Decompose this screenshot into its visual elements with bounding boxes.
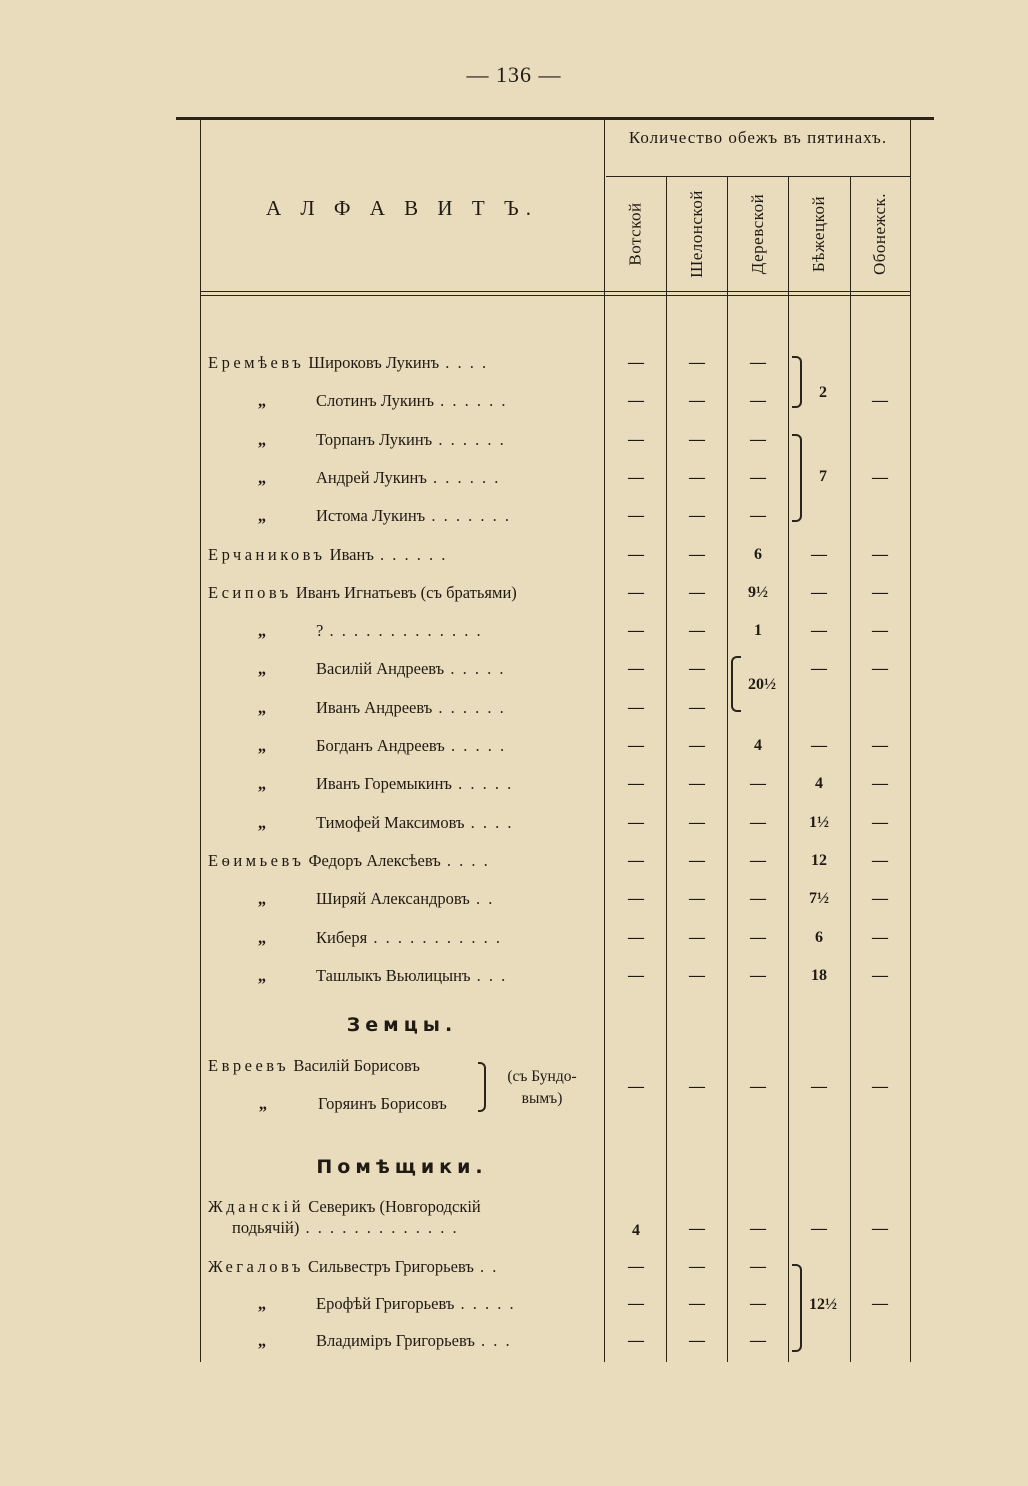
table-top-rule	[176, 117, 934, 120]
section-title-pomeshchiki: Помѣщики.	[316, 1156, 488, 1178]
row-cell-2: 9½	[748, 583, 768, 601]
row-surname: Ерчаниковъ	[208, 544, 326, 564]
row-cell-4: —	[872, 813, 888, 831]
row-name	[208, 697, 596, 719]
zemtsy-row-1-name: Евреевъ Василій Борисовъ	[208, 1056, 420, 1075]
row-surname: Еремѣевъ	[208, 353, 305, 372]
row-cell-4: —	[872, 966, 888, 984]
row-cell-2: —	[750, 1295, 766, 1312]
row-leader-dots: . . . .	[464, 812, 514, 832]
row-cell-0: —	[628, 1295, 644, 1312]
pomeshchiki-first-cell-1: —	[689, 1220, 705, 1237]
row-surname: „	[257, 1294, 267, 1313]
row-given-name: Иванъ	[329, 544, 374, 564]
row-given-name: Ерофѣй Григорьевъ	[316, 1294, 455, 1313]
row-cell-2: —	[750, 430, 766, 448]
row-cell-0: —	[628, 890, 644, 908]
row-name	[208, 773, 596, 795]
column-header-bezhetskoy: Бѣжецкой	[809, 195, 828, 273]
row-surname: „	[257, 736, 267, 755]
row-given-name: Сильвестръ Григорьевъ	[308, 1257, 474, 1276]
row-name	[208, 812, 596, 834]
column-divider-4	[850, 176, 851, 1362]
row-cell-4: —	[872, 468, 888, 486]
section-title-zemtsy: Земцы.	[346, 1014, 458, 1036]
row-surname: „	[257, 812, 267, 832]
row-cell-0: —	[628, 354, 644, 371]
row-cell-1: —	[689, 545, 705, 563]
row-cell-0: —	[628, 813, 644, 831]
row-cell-3: 6	[815, 928, 823, 946]
row-given-name: Тимофей Максимовъ	[316, 812, 465, 832]
row-surname: „	[257, 429, 267, 449]
row-name	[208, 1330, 596, 1352]
row-cell-1: —	[689, 928, 705, 946]
pomeshchiki-first-cell-2: —	[750, 1220, 766, 1237]
column-header-derevskoy: Деревской	[748, 193, 767, 275]
row-leader-dots: . . . . . .	[426, 467, 501, 487]
row-cell-1: —	[689, 1295, 705, 1312]
header-bottom-rule-2	[200, 295, 910, 296]
row-given-name: Истома Лукинъ	[316, 506, 426, 526]
pomeshchiki-first-line1: Жданскій Северикъ (Новгородскій	[208, 1197, 481, 1216]
row-cell-1: —	[689, 775, 705, 793]
row-cell-3: 7½	[809, 890, 829, 908]
row-cell-3: —	[811, 660, 827, 678]
row-surname: „	[257, 697, 267, 717]
row-given-name: Иванъ Андреевъ	[316, 697, 433, 717]
zemtsy-cell-4: —	[872, 1078, 888, 1095]
group-header-rule	[606, 176, 910, 177]
row-cell-0: —	[628, 430, 644, 448]
pomeshchiki-first-line2: подьячій) . . . . . . . . . . . . .	[232, 1218, 459, 1237]
row-name	[208, 390, 596, 412]
row-cell-0: —	[628, 507, 644, 525]
row-leader-dots: . . . . . .	[373, 544, 448, 564]
row-cell-2: —	[750, 1258, 766, 1275]
row-leader-dots: . . .	[470, 965, 508, 985]
row-cell-0: —	[628, 1258, 644, 1275]
row-cell-1: —	[689, 1332, 705, 1349]
row-cell-0: —	[628, 966, 644, 984]
row-name	[208, 505, 596, 527]
row-given-name: Владиміръ Григорьевъ	[316, 1331, 475, 1350]
row-cell-2: 6	[754, 545, 762, 563]
row-cell-2: —	[750, 928, 766, 946]
row-cell-4: —	[872, 660, 888, 678]
row-cell-1: —	[689, 890, 705, 908]
zemtsy-note: (съ Бундо- вымъ)	[507, 1068, 577, 1107]
row-name	[208, 927, 596, 949]
row-surname: Есиповъ	[208, 582, 292, 602]
row-cell-3: 12½	[809, 1296, 837, 1313]
row-cell-1: —	[689, 622, 705, 640]
row-cell-1: —	[689, 1258, 705, 1275]
row-surname: „	[257, 391, 267, 411]
row-cell-0: —	[628, 775, 644, 793]
row-surname: „	[257, 659, 267, 679]
zemtsy-cell-3: —	[811, 1078, 827, 1095]
row-leader-dots: . . . . .	[454, 1294, 516, 1313]
row-cell-2: —	[750, 851, 766, 869]
row-cell-4: —	[872, 928, 888, 946]
row-cell-2: —	[750, 890, 766, 908]
row-cell-2: —	[750, 1332, 766, 1349]
row-leader-dots: . . . . . . .	[425, 506, 511, 526]
row-cell-2: —	[750, 468, 766, 486]
row-cell-0: —	[628, 851, 644, 869]
row-given-name: Иванъ Горемыкинъ	[316, 774, 452, 794]
row-name	[208, 620, 596, 642]
row-name	[208, 888, 596, 910]
row-name	[208, 352, 596, 374]
row-cell-3: 4	[815, 775, 823, 793]
row-cell-2: —	[750, 354, 766, 371]
row-cell-4: —	[872, 545, 888, 563]
row-name	[208, 965, 596, 987]
pomeshchiki-first-cell-0: 4	[632, 1222, 640, 1239]
row-leader-dots: . .	[469, 889, 495, 909]
row-cell-4: —	[872, 392, 888, 410]
row-cell-2: —	[750, 775, 766, 793]
row-cell-4: —	[872, 583, 888, 601]
row-surname: Еѳимьевъ	[208, 850, 305, 870]
row-cell-1: —	[689, 392, 705, 410]
row-cell-4: —	[872, 737, 888, 754]
row-surname: „	[257, 965, 267, 985]
row-cell-4: —	[872, 622, 888, 640]
row-given-name: Киберя	[316, 927, 368, 947]
row-given-name: Богданъ Андреевъ	[316, 736, 445, 755]
row-surname: Жегаловъ	[208, 1257, 304, 1276]
row-name	[208, 735, 596, 757]
zemtsy-brace	[478, 1062, 486, 1112]
row-surname: „	[257, 1331, 267, 1350]
row-given-name: Федоръ Алексѣевъ	[308, 850, 441, 870]
row-cell-3: —	[811, 622, 827, 640]
row-given-name: Торпанъ Лукинъ	[316, 429, 433, 449]
row-cell-4: —	[872, 851, 888, 869]
row-name	[208, 544, 596, 566]
header-bottom-rule	[200, 291, 910, 292]
row-leader-dots: . . . .	[440, 850, 490, 870]
row-cell-4: —	[872, 775, 888, 793]
row-cell-0: —	[628, 698, 644, 716]
row-leader-dots: . . . . .	[444, 659, 506, 679]
brace-bezhetskoy-1	[792, 356, 802, 408]
row-cell-1: —	[689, 813, 705, 831]
column-header-obonezhsk: Обонежск.	[870, 192, 889, 276]
row-given-name: Слотинъ Лукинъ	[316, 391, 435, 411]
zemtsy-cell-0: —	[628, 1078, 644, 1095]
row-cell-4: —	[872, 1295, 888, 1312]
row-surname: „	[257, 506, 267, 526]
row-cell-0: —	[628, 737, 644, 754]
row-cell-3: 18	[811, 966, 827, 984]
row-cell-0: —	[628, 660, 644, 678]
alphabet-title: А Л Ф А В И Т Ъ.	[266, 196, 538, 220]
row-cell-0: —	[628, 622, 644, 640]
column-header-votskoy: Вотской	[626, 202, 646, 266]
row-cell-2: —	[750, 966, 766, 984]
zemtsy-cell-1: —	[689, 1078, 705, 1095]
row-cell-3: —	[811, 583, 827, 601]
row-leader-dots: . .	[473, 1257, 499, 1276]
row-given-name: Андрей Лукинъ	[316, 467, 427, 487]
row-given-name: ?	[316, 621, 324, 641]
row-cell-3: —	[811, 737, 827, 754]
row-surname: „	[257, 774, 267, 794]
brace-bezhetskoy-2	[792, 434, 802, 522]
row-name	[208, 850, 596, 872]
row-given-name: Ташлыкъ Вьюлицынъ	[316, 965, 471, 985]
row-cell-3: 2	[819, 384, 827, 401]
row-cell-2: 20½	[748, 676, 776, 693]
row-name	[208, 429, 596, 451]
row-name	[208, 467, 596, 489]
row-cell-1: —	[689, 507, 705, 525]
row-surname: „	[257, 467, 267, 487]
column-header-shelonskoy: Шелонской	[687, 190, 707, 278]
page-number: — 136 —	[466, 62, 562, 87]
row-cell-1: —	[689, 737, 705, 754]
row-cell-1: —	[689, 698, 705, 716]
row-leader-dots: . . . . .	[451, 774, 514, 794]
row-surname: „	[257, 889, 267, 909]
row-cell-3: 12	[811, 851, 827, 869]
row-leader-dots: . . .	[474, 1331, 512, 1350]
row-cell-1: —	[689, 430, 705, 448]
row-name	[208, 658, 596, 680]
row-surname: „	[257, 621, 267, 641]
row-cell-0: —	[628, 468, 644, 486]
row-cell-2: —	[750, 507, 766, 525]
row-cell-1: —	[689, 583, 705, 601]
group-header-label: Количество обежъ въ пятинахъ.	[628, 128, 888, 147]
row-cell-2: —	[750, 392, 766, 410]
row-given-name: Василій Андреевъ	[316, 659, 445, 679]
row-leader-dots: . . . . . .	[432, 429, 506, 449]
row-cell-2: 1	[754, 622, 762, 640]
row-leader-dots: . . . . .	[444, 736, 507, 755]
row-cell-0: —	[628, 583, 644, 601]
row-leader-dots: . . . . . . . . . . .	[367, 927, 502, 947]
row-name	[208, 1293, 596, 1315]
row-cell-1: —	[689, 966, 705, 984]
row-cell-0: —	[628, 1332, 644, 1349]
brace-derevskoy-1	[731, 656, 741, 712]
row-cell-0: —	[628, 545, 644, 563]
row-given-name: Ширяй Александровъ	[316, 889, 470, 909]
row-leader-dots: . . . .	[439, 353, 489, 372]
row-given-name: Иванъ Игнатьевъ (съ братьями)	[295, 582, 517, 602]
pomeshchiki-first-cell-3: —	[811, 1220, 827, 1237]
row-cell-3: —	[811, 545, 827, 563]
row-name	[208, 582, 596, 604]
row-cell-3: 1½	[809, 813, 829, 831]
row-cell-1: —	[689, 660, 705, 678]
row-cell-2: —	[750, 813, 766, 831]
row-cell-1: —	[689, 851, 705, 869]
row-leader-dots: . . . . . .	[434, 391, 508, 411]
row-cell-2: 4	[754, 737, 762, 754]
zemtsy-row-2-name: „ Горяинъ Борисовъ	[258, 1094, 447, 1113]
row-given-name: Широковъ Лукинъ	[308, 353, 440, 372]
row-cell-1: —	[689, 354, 705, 371]
pomeshchiki-first-cell-4: —	[872, 1220, 888, 1237]
row-cell-1: —	[689, 468, 705, 486]
row-leader-dots: . . . . . .	[432, 697, 506, 717]
row-name	[208, 1256, 596, 1278]
row-cell-0: —	[628, 392, 644, 410]
row-leader-dots: . . . . . . . . . . . . .	[323, 621, 483, 641]
zemtsy-cell-2: —	[750, 1078, 766, 1095]
row-surname: „	[257, 927, 267, 947]
row-cell-4: —	[872, 890, 888, 908]
row-cell-0: —	[628, 928, 644, 946]
row-cell-3: 7	[819, 468, 827, 485]
